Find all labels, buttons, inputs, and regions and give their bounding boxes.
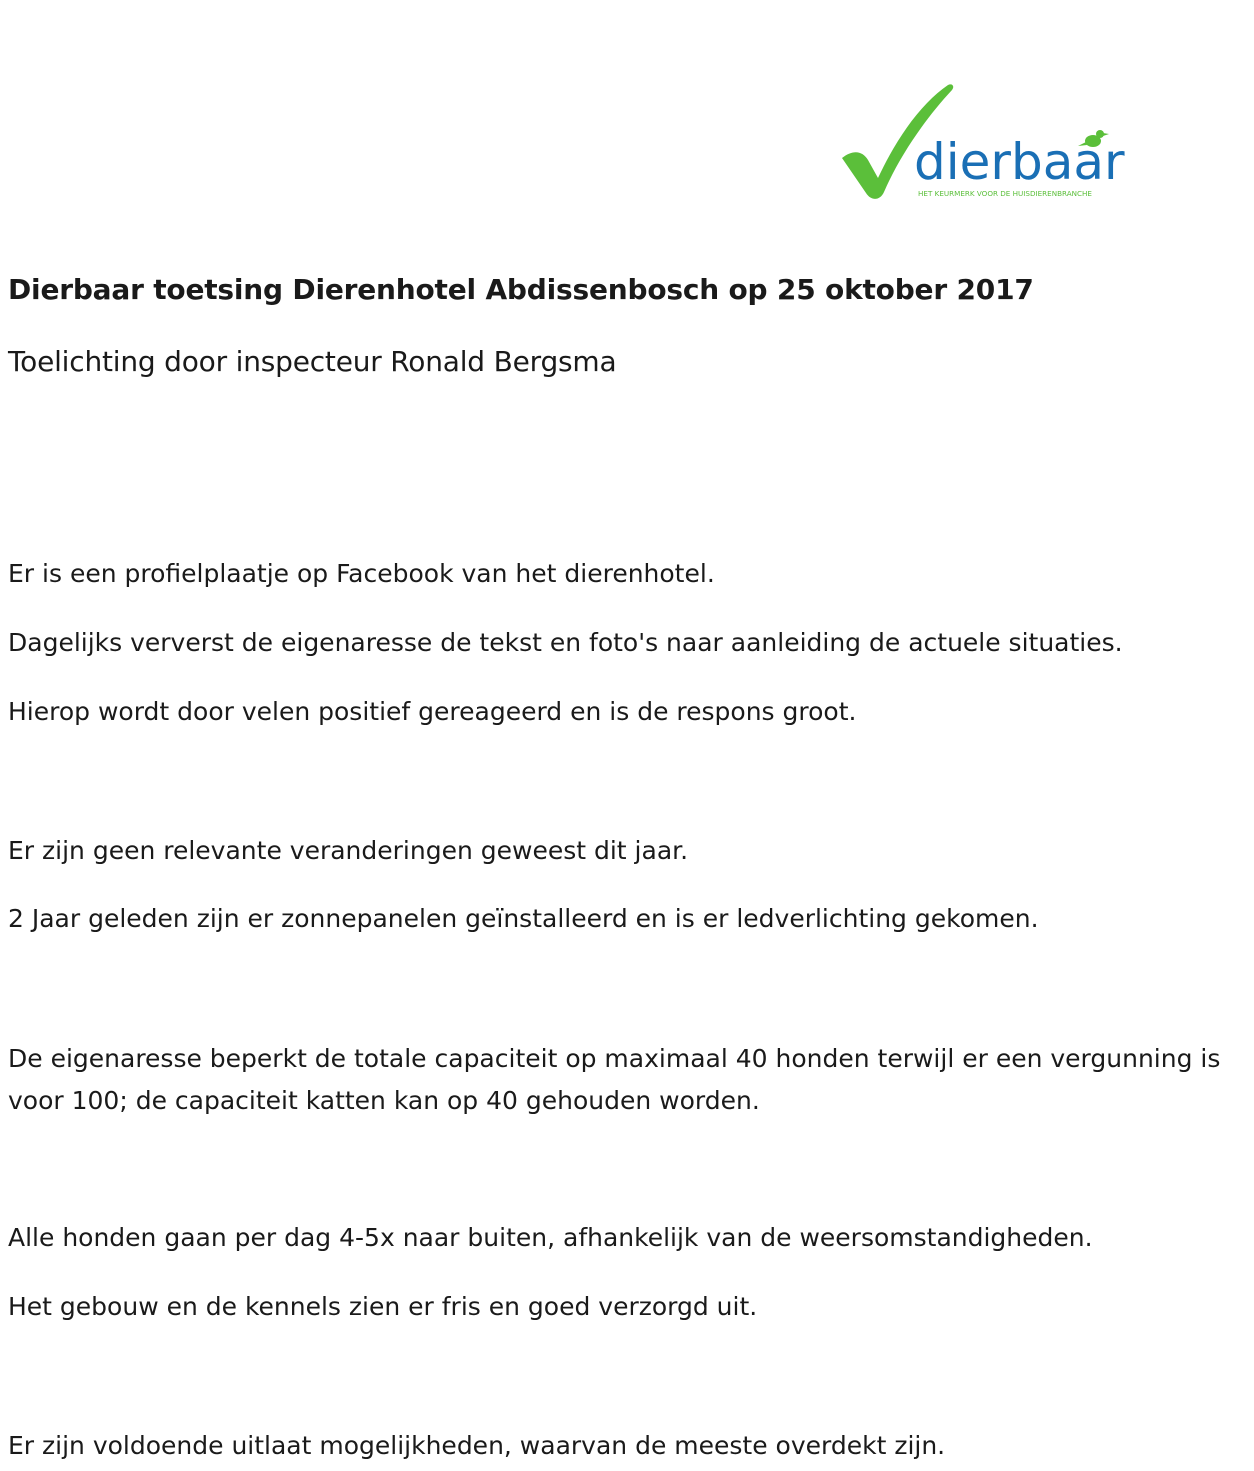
logo-word-dier: dier	[914, 133, 1011, 191]
paragraph-1: Er is een profielplaatje op Facebook van het dierenhotel.	[8, 559, 715, 588]
dierbaar-logo	[838, 80, 1128, 205]
paragraph-4: Er zijn geen relevante veranderingen geweest dit jaar.	[8, 836, 689, 865]
paragraph-9: Er zijn voldoende uitlaat mogelijkheden, waarvan de meeste overdekt zijn.	[8, 1431, 946, 1460]
page-title: Dierbaar toetsing Dierenhotel Abdissenbosch op 25 oktober 2017	[8, 273, 1034, 306]
paragraph-7: Alle honden gaan per dag 4-5x naar buiten, afhankelijk van de weersomstandigheden.	[8, 1223, 1093, 1252]
page-subtitle: Toelichting door inspecteur Ronald Bergsma	[8, 345, 617, 378]
paragraph-3: Hierop wordt door velen positief gereageerd en is de respons groot.	[8, 697, 857, 726]
svg-text:dierbaar	[914, 133, 1125, 191]
paragraph-5: 2 Jaar geleden zijn er zonnepanelen geïnstalleerd en is er ledverlichting gekomen.	[8, 904, 1039, 933]
logo-tagline: HET KEURMERK VOOR DE HUISDIERENBRANCHE	[918, 189, 1092, 198]
paragraph-6: De eigenaresse beperkt de totale capaciteit op maximaal 40 honden terwijl er een vergunning is voor 100; de capaciteit katten kan op 40 gehouden worden.	[8, 1044, 1221, 1115]
paragraph-2: Dagelijks ververst de eigenaresse de tekst en foto's naar aanleiding de actuele situaties.	[8, 628, 1123, 657]
paragraph-8: Het gebouw en de kennels zien er fris en goed verzorgd uit.	[8, 1292, 758, 1321]
logo-word-baar: baar	[1010, 133, 1125, 191]
